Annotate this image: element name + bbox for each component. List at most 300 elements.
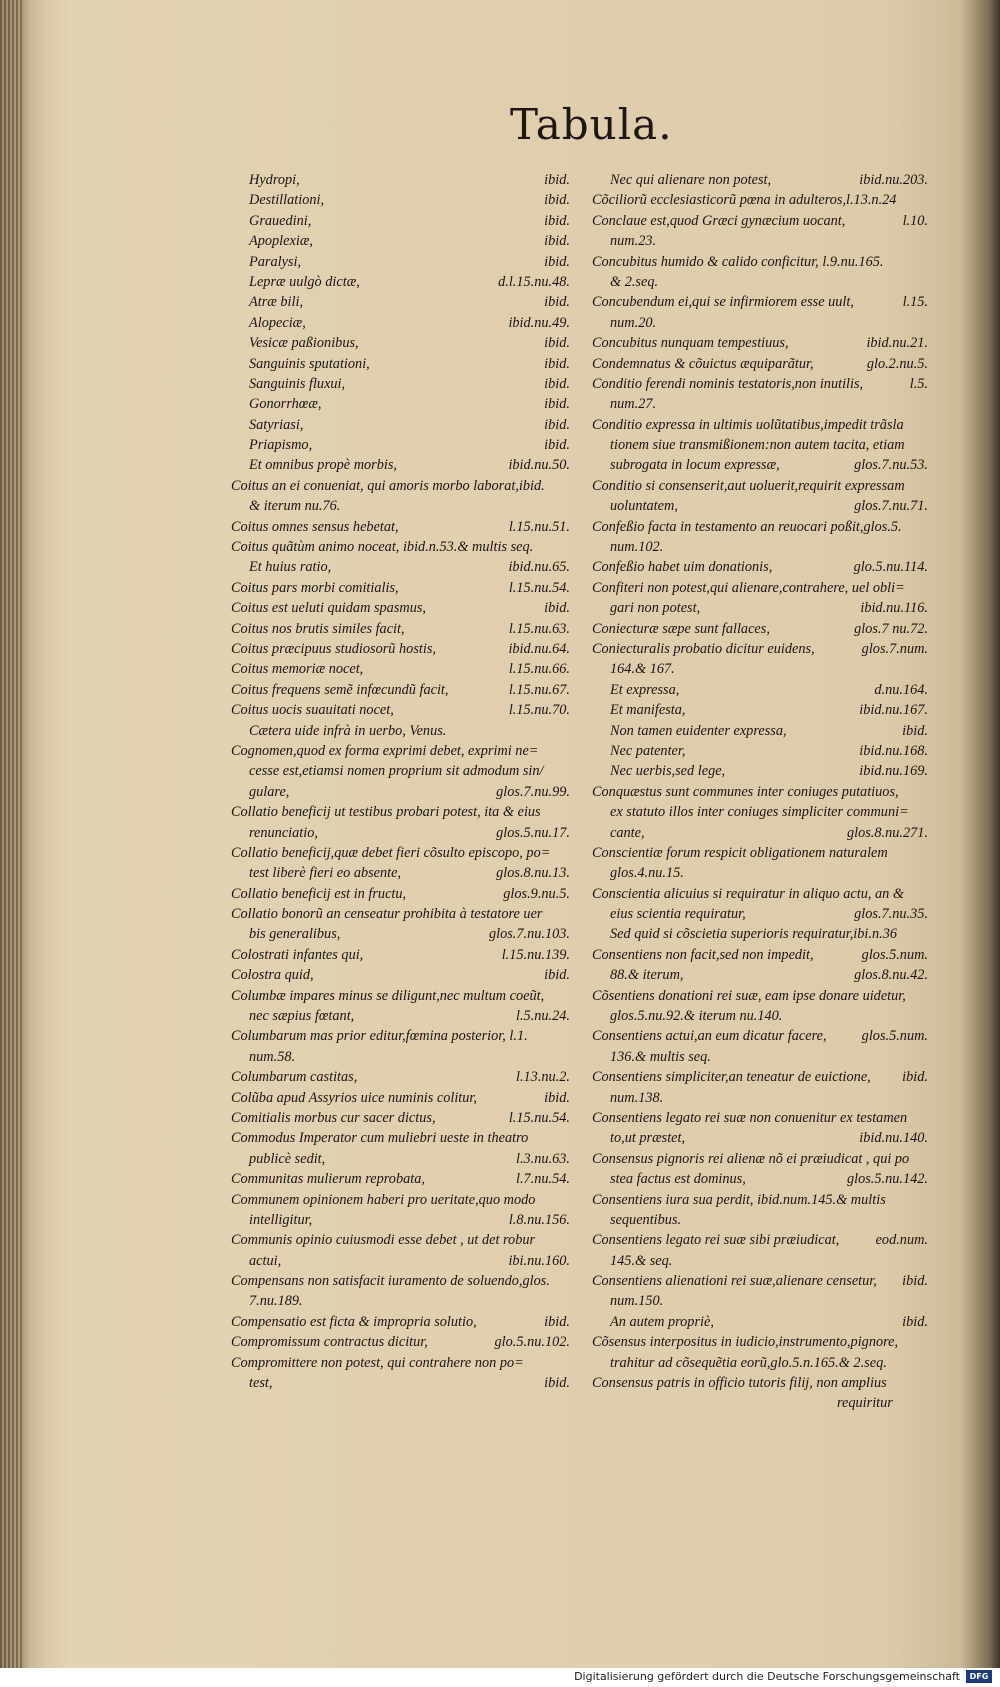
entry-reference: l.5. <box>909 375 928 392</box>
entry-text: Coitus omnes sensus hebetat, <box>231 518 399 535</box>
entry-reference: d.nu.164. <box>874 681 928 698</box>
entry-text: Non tamen euidenter expressa, <box>610 722 787 739</box>
entry-text: num.150. <box>610 1293 664 1310</box>
entry-text: Consensus patris in officio tutoris filij, non amplius <box>592 1375 887 1392</box>
index-entry <box>231 700 574 720</box>
entry-reference: ibid. <box>544 172 570 188</box>
entry-text: actui, <box>249 1252 282 1269</box>
entry-reference: glos.5.nu.17. <box>496 824 570 841</box>
entry-text: Conquæstus sunt communes inter coniuges putatiuos, <box>592 783 899 800</box>
entry-reference: glos.8.nu.42. <box>854 967 928 984</box>
index-entry <box>592 578 932 598</box>
index-entry <box>592 761 932 781</box>
index-entry <box>231 802 574 822</box>
entry-text: Lepræ uulgò dictæ, <box>249 273 360 290</box>
entry-reference: ibid. <box>544 375 570 392</box>
entry-reference: ibid. <box>902 1313 928 1330</box>
index-entry <box>231 843 574 863</box>
index-entry <box>231 1210 574 1230</box>
entry-reference: eod.num. <box>875 1232 928 1249</box>
entry-text: Gonorrhœæ, <box>249 396 322 413</box>
entry-reference: glos.5.num. <box>861 946 928 963</box>
entry-text: Cõsensus interpositus in iudicio,instrumento,pignore, <box>592 1334 899 1351</box>
entry-reference: glos.7.num. <box>861 640 928 657</box>
index-entry <box>592 1312 932 1332</box>
entry-reference: glos.7.nu.71. <box>854 498 928 515</box>
entry-reference: ibid.nu.64. <box>508 640 570 657</box>
entry-reference: glo.5.nu.114. <box>853 559 928 576</box>
entry-reference: ibid. <box>544 212 570 229</box>
index-entry <box>231 517 574 537</box>
index-entry <box>592 1169 932 1189</box>
index-entry <box>592 680 932 700</box>
entry-text: Compromissum contractus dicitur, <box>231 1334 428 1351</box>
index-entry <box>592 1210 932 1230</box>
entry-text: 164.& 167. <box>610 661 675 678</box>
entry-text: Paralysi, <box>249 253 302 270</box>
index-entry <box>231 1230 574 1250</box>
entry-text: Conditio si consenserit,aut uoluerit,requirit expressam <box>592 477 905 494</box>
entry-text: eius scientia requiratur, <box>610 906 746 923</box>
entry-text: Sanguinis sputationi, <box>249 355 370 372</box>
entry-reference: ibid.nu.168. <box>859 742 928 759</box>
entry-text: nec sæpius fœtant, <box>249 1008 355 1025</box>
entry-reference: ibid. <box>902 1273 928 1290</box>
index-entry <box>231 455 574 475</box>
entry-text: trahitur ad cõsequẽtia eorũ,glo.5.n.165.& 2.seq. <box>610 1354 887 1371</box>
entry-reference: ibid.nu.21. <box>866 335 928 352</box>
index-column-right <box>592 170 932 1414</box>
entry-reference: l.15. <box>902 294 928 311</box>
index-entry <box>592 1149 932 1169</box>
entry-text: num.27. <box>610 396 657 413</box>
entry-text: to,ut præstet, <box>610 1130 686 1147</box>
index-entry <box>592 721 932 741</box>
index-entry <box>231 721 574 741</box>
index-entry <box>231 1026 574 1046</box>
entry-text: Consentiens actui,an eum dicatur facere, <box>592 1028 827 1045</box>
entry-text: num.58. <box>249 1048 296 1065</box>
entry-reference: ibid. <box>902 1069 928 1086</box>
entry-text: 136.& multis seq. <box>610 1048 711 1065</box>
index-entry <box>231 924 574 944</box>
entry-text: An autem propriè, <box>610 1313 714 1330</box>
entry-reference: ibid. <box>544 335 570 352</box>
index-entry <box>592 455 932 475</box>
entry-text: Satyriasi, <box>249 416 304 433</box>
entry-reference: ibid. <box>544 967 570 984</box>
entry-text: Coitus an ei conueniat, qui amoris morbo laborat,ibid. <box>231 477 545 494</box>
index-entry <box>231 252 574 272</box>
entry-text: Collatio bonorũ an censeatur prohibita à testatore uer <box>231 906 543 923</box>
index-entry <box>592 782 932 802</box>
entry-text: requiritur <box>837 1395 893 1412</box>
entry-text: Conditio ferendi nominis testatoris,non inutilis, <box>592 375 864 392</box>
entry-reference: ibid. <box>544 1375 570 1392</box>
entry-text: Et huius ratio, <box>249 559 332 576</box>
index-entry <box>592 1067 932 1087</box>
entry-reference: ibid.nu.65. <box>508 559 570 576</box>
entry-text: Concubitus nunquam tempestiuus, <box>592 335 789 352</box>
entry-text: Et expressa, <box>610 681 680 698</box>
index-entry <box>592 354 932 374</box>
entry-reference: glos.5.num. <box>861 1028 928 1045</box>
index-entry <box>592 170 932 190</box>
entry-text: test liberè fieri eo absente, <box>249 865 402 882</box>
entry-reference: glos.7.nu.53. <box>854 457 928 474</box>
entry-text: Consentiens legato rei suæ sibi præiudicat, <box>592 1232 840 1249</box>
entry-text: Coitus quãtùm animo noceat, ibid.n.53.& multis seq. <box>231 539 534 556</box>
entry-text: Compensatio est ficta & impropria solutio, <box>231 1313 477 1330</box>
entry-reference: l.3.nu.63. <box>515 1150 570 1167</box>
index-entry <box>592 211 932 231</box>
entry-reference: glos.5.nu.142. <box>846 1171 928 1188</box>
index-entry <box>592 557 932 577</box>
entry-reference: glo.2.nu.5. <box>866 355 928 372</box>
index-entry <box>592 231 932 251</box>
entry-reference: glos.7.nu.103. <box>488 926 570 943</box>
index-entry <box>592 1047 932 1067</box>
index-entry <box>592 1230 932 1250</box>
index-entry <box>592 700 932 720</box>
index-entry <box>231 761 574 781</box>
index-entry <box>592 1006 932 1026</box>
entry-reference: l.13.nu.2. <box>515 1069 570 1086</box>
entry-reference: l.15.nu.51. <box>508 518 570 535</box>
entry-text: Compromittere non potest, qui contrahere non po= <box>231 1354 524 1371</box>
entry-text: Destillationi, <box>249 192 325 209</box>
entry-reference: d.l.15.nu.48. <box>498 273 570 290</box>
entry-text: 7.nu.189. <box>249 1293 303 1310</box>
index-entry <box>592 904 932 924</box>
index-entry <box>592 823 932 843</box>
index-entry <box>231 1190 574 1210</box>
index-entry <box>592 1353 932 1373</box>
entry-text: Coitus pars morbi comitialis, <box>231 579 399 596</box>
entry-text: Confeßio facta in testamento an reuocari poßit,glos.5. <box>592 518 902 535</box>
entry-text: Coniecturalis probatio dicitur euidens, <box>592 640 815 657</box>
index-entry <box>231 211 574 231</box>
index-entry <box>592 843 932 863</box>
index-entry <box>231 1373 574 1393</box>
entry-text: Cõsentiens donationi rei suæ, eam ipse donare uidetur, <box>592 987 906 1004</box>
entry-reference: ibid.nu.167. <box>859 702 928 719</box>
entry-reference: ibid. <box>544 600 570 617</box>
index-entry <box>231 190 574 210</box>
entry-text: gulare, <box>249 783 290 800</box>
index-entry <box>231 231 574 251</box>
entry-text: Grauedini, <box>249 212 312 229</box>
entry-text: glos.5.nu.92.& iterum nu.140. <box>610 1008 783 1025</box>
entry-text: Consentiens iura sua perdit, ibid.num.145.& multis <box>592 1191 886 1208</box>
index-entry <box>231 313 574 333</box>
entry-reference: l.15.nu.67. <box>508 681 570 698</box>
index-entry <box>231 1353 574 1373</box>
entry-text: Confeßio habet uim donationis, <box>592 559 773 576</box>
entry-text: Columbæ impares minus se diligunt,nec multum coeũt, <box>231 987 545 1004</box>
entry-reference: l.15.nu.54. <box>508 579 570 596</box>
entry-reference: glos.7 nu.72. <box>854 620 928 637</box>
index-entry <box>231 1312 574 1332</box>
entry-text: Communitas mulierum reprobata, <box>231 1171 425 1188</box>
index-entry <box>592 374 932 394</box>
index-entry <box>592 1332 932 1352</box>
entry-text: Atræ bili, <box>249 294 304 311</box>
entry-text: test, <box>249 1375 273 1392</box>
entry-reference: glos.7.nu.99. <box>496 783 570 800</box>
entry-reference: ibid.nu.116. <box>860 600 928 617</box>
entry-reference: ibid.nu.203. <box>859 172 928 188</box>
entry-text: num.23. <box>610 233 657 250</box>
index-entry <box>592 292 932 312</box>
entry-text: num.102. <box>610 539 664 556</box>
entry-reference: ibid. <box>902 722 928 739</box>
index-entry <box>231 598 574 618</box>
entry-text: Cognomen,quod ex forma exprimi debet, exprimi ne= <box>231 742 539 759</box>
index-entry <box>592 190 932 210</box>
index-entry <box>231 292 574 312</box>
index-entry <box>592 802 932 822</box>
entry-text: Condemnatus & cõuictus æquiparãtur, <box>592 355 814 372</box>
entry-text: Comitialis morbus cur sacer dictus, <box>231 1109 436 1126</box>
entry-text: Consentiens non facit,sed non impedit, <box>592 946 814 963</box>
footer-credit: Digitalisierung gefördert durch die Deutsche Forschungsgemeinschaft <box>574 1670 960 1683</box>
entry-reference: l.8.nu.156. <box>508 1211 570 1228</box>
entry-text: Et omnibus propè morbis, <box>249 457 398 474</box>
index-entry <box>592 863 932 883</box>
entry-text: subrogata in locum expressæ, <box>610 457 780 474</box>
entry-text: Columbarum castitas, <box>231 1069 358 1086</box>
entry-text: Nec uerbis,sed lege, <box>610 763 726 780</box>
entry-text: Sanguinis fluxui, <box>249 375 346 392</box>
index-entry <box>231 354 574 374</box>
entry-text: Alopeciæ, <box>249 314 306 331</box>
index-entry <box>231 782 574 802</box>
entry-text: 88.& iterum, <box>610 967 684 984</box>
entry-text: Coitus præcipuus studiosorũ hostis, <box>231 640 436 657</box>
index-entry <box>592 313 932 333</box>
index-entry <box>592 659 932 679</box>
entry-reference: glos.9.nu.5. <box>503 885 570 902</box>
index-entry <box>592 741 932 761</box>
entry-text: Consentiens legato rei suæ non conuenitur ex testamen <box>592 1109 908 1126</box>
entry-reference: l.15.nu.139. <box>501 946 570 963</box>
entry-text: glos.4.nu.15. <box>610 865 684 882</box>
index-entry <box>231 496 574 516</box>
index-entry <box>231 1128 574 1148</box>
index-entry <box>231 1047 574 1067</box>
index-entry <box>231 415 574 435</box>
entry-text: num.138. <box>610 1089 664 1106</box>
entry-text: Vesicæ paßionibus, <box>249 335 359 352</box>
entry-reference: glos.8.nu.13. <box>496 865 570 882</box>
index-entry <box>592 1026 932 1046</box>
page-title: Tabula. <box>510 100 673 149</box>
index-entry <box>231 986 574 1006</box>
entry-reference: ibid. <box>544 437 570 454</box>
entry-text: Coniecturæ sæpe sunt fallaces, <box>592 620 770 637</box>
entry-reference: ibi.nu.160. <box>508 1252 570 1269</box>
entry-text: stea factus est dominus, <box>610 1171 746 1188</box>
index-entry <box>592 1393 932 1413</box>
entry-text: Cætera uide infrà in uerbo, Venus. <box>249 722 447 739</box>
entry-text: intelligitur, <box>249 1211 313 1228</box>
entry-text: Cõciliorũ ecclesiasticorũ pœna in adulteros,l.13.n.24 <box>592 192 897 209</box>
entry-text: Coitus est ueluti quidam spasmus, <box>231 600 427 617</box>
entry-text: Nec patenter, <box>610 742 686 759</box>
index-entry <box>231 823 574 843</box>
entry-text: Commodus Imperator cum muliebri ueste in theatro <box>231 1130 529 1147</box>
entry-text: Et manifesta, <box>610 702 686 719</box>
index-entry <box>231 1291 574 1311</box>
index-entry <box>231 863 574 883</box>
entry-reference: ibid. <box>544 1089 570 1106</box>
index-entry <box>592 965 932 985</box>
index-entry <box>231 1149 574 1169</box>
entry-text: Consensus pignoris rei alienæ nõ ei præiudicat , qui po <box>592 1150 910 1167</box>
index-entry <box>231 1169 574 1189</box>
dfg-logo: DFG <box>966 1670 992 1683</box>
entry-reference: l.15.nu.70. <box>508 702 570 719</box>
entry-reference: glos.7.nu.35. <box>854 906 928 923</box>
index-entry <box>231 1006 574 1026</box>
index-entry <box>231 639 574 659</box>
index-entry <box>231 1332 574 1352</box>
entry-text: Colũba apud Assyrios uice numinis colitur, <box>231 1089 477 1106</box>
entry-reference: ibid. <box>544 355 570 372</box>
entry-text: uoluntatem, <box>610 498 678 515</box>
entry-reference: l.15.nu.66. <box>508 661 570 678</box>
entry-text: Colostrati infantes qui, <box>231 946 364 963</box>
entry-text: Conscientia alicuius si requiratur in aliquo actu, an & <box>592 885 905 902</box>
index-entry <box>231 1271 574 1291</box>
entry-text: Collatio beneficij ut testibus probari potest, ita & eius <box>231 804 541 821</box>
entry-text: ex statuto illos inter coniuges simpliciter communi= <box>610 804 909 821</box>
entry-text: Conclaue est,quod Græci gynæcium uocant, <box>592 212 846 229</box>
index-entry <box>592 1291 932 1311</box>
index-entry <box>592 1128 932 1148</box>
index-entry <box>231 272 574 292</box>
entry-text: Confiteri non potest,qui alienare,contrahere, uel obli= <box>592 579 905 596</box>
index-entry <box>231 578 574 598</box>
index-entry <box>592 1108 932 1128</box>
index-entry <box>592 476 932 496</box>
entry-reference: l.15.nu.63. <box>508 620 570 637</box>
index-entry <box>231 659 574 679</box>
index-entry <box>231 476 574 496</box>
index-entry <box>592 272 932 292</box>
entry-text: Compensans non satisfacit iuramento de soluendo,glos. <box>231 1273 550 1290</box>
entry-reference: glos.8.nu.271. <box>846 824 928 841</box>
index-entry <box>592 415 932 435</box>
entry-text: Consentiens alienationi rei suæ,alienare censetur, <box>592 1273 877 1290</box>
index-entry <box>592 598 932 618</box>
index-entry <box>592 1373 932 1393</box>
entry-text: Communis opinio cuiusmodi esse debet , ut det robur <box>231 1232 536 1249</box>
index-entry <box>231 945 574 965</box>
index-entry <box>231 1251 574 1271</box>
entry-text: 145.& seq. <box>610 1252 673 1269</box>
index-entry <box>231 557 574 577</box>
entry-reference: ibid.nu.140. <box>859 1130 928 1147</box>
entry-reference: ibid. <box>544 416 570 433</box>
entry-reference: ibid.nu.50. <box>508 457 570 474</box>
entry-reference: ibid.nu.49. <box>508 314 570 331</box>
entry-text: Hydropi, <box>249 172 300 188</box>
entry-text: Coitus memoriæ nocet, <box>231 661 364 678</box>
index-entry <box>592 1251 932 1271</box>
entry-text: Nec qui alienare non potest, <box>610 172 772 188</box>
entry-reference: l.15.nu.54. <box>508 1109 570 1126</box>
entry-text: publicè sedit, <box>249 1150 326 1167</box>
entry-text: renunciatio, <box>249 824 318 841</box>
index-entry <box>231 435 574 455</box>
index-entry <box>592 435 932 455</box>
page-edge-stack <box>0 0 22 1668</box>
index-entry <box>592 924 932 944</box>
index-entry <box>231 1108 574 1128</box>
entry-text: Coitus nos brutis similes facit, <box>231 620 405 637</box>
index-entry <box>231 619 574 639</box>
index-entry <box>231 965 574 985</box>
index-entry <box>231 884 574 904</box>
index-entry <box>592 986 932 1006</box>
entry-text: sequentibus. <box>610 1211 682 1228</box>
entry-reference: ibid. <box>544 233 570 250</box>
entry-text: Priapismo, <box>249 437 313 454</box>
index-entry <box>592 619 932 639</box>
index-entry <box>231 1088 574 1108</box>
entry-reference: l.10. <box>902 212 928 229</box>
index-entry <box>231 680 574 700</box>
index-entry <box>592 945 932 965</box>
entry-text: Coitus uocis suauitati nocet, <box>231 702 394 719</box>
entry-reference: l.5.nu.24. <box>515 1008 570 1025</box>
index-entry <box>592 1271 932 1291</box>
entry-text: Collatio beneficij,quæ debet fieri cõsulto episcopo, po= <box>231 844 551 861</box>
index-entry <box>592 884 932 904</box>
entry-text: Columbarum mas prior editur,fœmina posterior, l.1. <box>231 1028 528 1045</box>
entry-text: Conscientiæ forum respicit obligationem naturalem <box>592 844 888 861</box>
entry-text: bis generalibus, <box>249 926 341 943</box>
entry-text: Communem opinionem haberi pro ueritate,quo modo <box>231 1191 536 1208</box>
index-entry <box>592 1190 932 1210</box>
index-column-left <box>231 170 574 1393</box>
entry-reference: ibid. <box>544 294 570 311</box>
entry-text: Colostra quid, <box>231 967 314 984</box>
entry-reference: glo.5.nu.102. <box>494 1334 570 1351</box>
entry-reference: ibid.nu.169. <box>859 763 928 780</box>
index-entry <box>231 741 574 761</box>
entry-text: Coitus frequens semẽ infœcundũ facit, <box>231 681 449 698</box>
index-entry <box>231 374 574 394</box>
entry-text: num.20. <box>610 314 657 331</box>
index-entry <box>231 170 574 190</box>
entry-text: & 2.seq. <box>610 273 659 290</box>
index-entry <box>231 537 574 557</box>
index-entry <box>231 333 574 353</box>
entry-reference: ibid. <box>544 253 570 270</box>
entry-text: Sed quid si cõscietia superioris requiratur,ibi.n.36 <box>610 926 897 943</box>
entry-reference: ibid. <box>544 396 570 413</box>
index-entry <box>592 517 932 537</box>
entry-reference: ibid. <box>544 192 570 209</box>
entry-text: cesse est,etiamsi nomen proprium sit admodum sin/ <box>249 763 544 780</box>
entry-text: Consentiens simpliciter,an teneatur de euictione, <box>592 1069 871 1086</box>
index-entry <box>592 639 932 659</box>
index-entry <box>592 394 932 414</box>
entry-text: Collatio beneficij est in fructu, <box>231 885 407 902</box>
